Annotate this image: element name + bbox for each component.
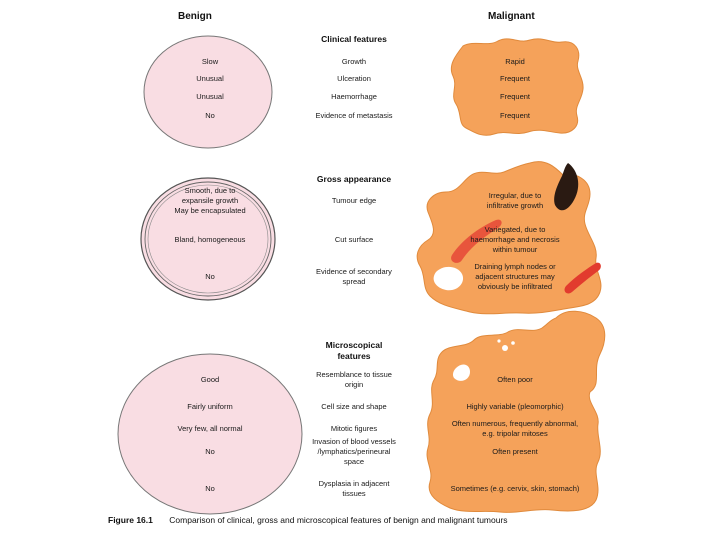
benign-cell (205, 447, 215, 456)
feature-cell-line: Haemorrhage (331, 92, 377, 101)
malignant-cell (500, 92, 531, 101)
feature-cell-line: space (343, 457, 365, 466)
malignant-cell-line: e.g. tripolar mitoses (482, 429, 548, 438)
benign-cell (205, 484, 215, 493)
malignant-clinical-blob (451, 39, 583, 135)
section-title (321, 34, 387, 44)
feature-cell-line: Tumour edge (331, 196, 377, 205)
feature-cell-line: Cell size and shape (321, 402, 387, 411)
malignant-cell-line: adjacent structures may (475, 272, 555, 281)
malignant-cell-line: Often numerous, frequently abnormal, (451, 419, 579, 428)
feature-cell-line: origin (344, 380, 364, 389)
section-title-line: features (337, 351, 371, 361)
benign-cell (175, 235, 246, 244)
feature-cell (335, 235, 373, 244)
section-title (317, 174, 391, 184)
benign-cell-line: No (205, 484, 215, 493)
benign-cell (205, 111, 215, 120)
malignant-cell (505, 57, 525, 66)
benign-cell (174, 186, 245, 215)
benign-cell-line: expansile growth (181, 196, 239, 205)
benign-cell (202, 57, 219, 66)
malignant-cell (500, 111, 531, 120)
malignant-cell-line: Irregular, due to (488, 191, 542, 200)
benign-cell-line: No (205, 447, 215, 456)
feature-cell-line: spread (342, 277, 366, 286)
malignant-cell-line: Often poor (497, 375, 533, 384)
benign-cell-line: May be encapsulated (174, 206, 246, 215)
malignant-cell-line: Frequent (499, 74, 531, 83)
malignant-cell-line: Frequent (499, 111, 531, 120)
malignant-cell-line: Rapid (505, 57, 525, 66)
feature-cell (332, 196, 376, 205)
benign-cell-line: No (205, 111, 215, 120)
malignant-cell-line: Variegated, due to (484, 225, 546, 234)
benign-cell (196, 74, 224, 83)
benign-cell (205, 272, 215, 281)
benign-cell-line: Smooth, due to (184, 186, 236, 195)
feature-cell-line: Growth (341, 57, 367, 66)
feature-cell (315, 111, 392, 120)
malignant-cell-line: Highly variable (pleomorphic) (466, 402, 564, 411)
feature-cell (321, 402, 386, 411)
malignant-cell-line: Draining lymph nodes or (474, 262, 556, 271)
malignant-cell-line: Frequent (499, 92, 531, 101)
caption-label: Figure 16.1 (108, 515, 153, 525)
caption-text: Comparison of clinical, gross and microscopical features of benign and malignant tumours (169, 515, 508, 525)
figure-caption (108, 515, 508, 525)
section-title (326, 340, 383, 361)
benign-cell (187, 402, 232, 411)
malignant-cell (466, 402, 564, 411)
feature-cell (337, 74, 371, 83)
malignant-cell (497, 375, 533, 384)
benign-cell-line: Unusual (196, 74, 224, 83)
feature-cell-line: tissues (342, 489, 366, 498)
benign-cell-line: No (205, 272, 215, 281)
feature-cell (342, 57, 366, 66)
benign-cell-line: Slow (201, 57, 219, 66)
benign-cell-line: Fairly uniform (187, 402, 233, 411)
section-title-line: Microscopical (325, 340, 383, 350)
feature-cell-line: Resemblance to tissue (316, 370, 392, 379)
malignant-cell-line: Sometimes (e.g. cervix, skin, stomach) (450, 484, 580, 493)
feature-cell (312, 437, 396, 466)
feature-cell-line: Ulceration (337, 74, 371, 83)
feature-cell-line: Dysplasia in adjacent (318, 479, 390, 488)
benign-cell-line: Unusual (196, 92, 224, 101)
benign-cell (196, 92, 224, 101)
malignant-heading: Malignant (488, 11, 535, 22)
malignant-cell-line: infiltrative growth (486, 201, 544, 210)
benign-cell-line: Very few, all normal (177, 424, 243, 433)
malignant-cell-line: haemorrhage and necrosis (470, 235, 560, 244)
feature-cell (331, 424, 378, 433)
malignant-cell (451, 484, 580, 493)
section-title-line: Clinical features (321, 34, 387, 44)
section-title-line: Gross appearance (316, 174, 392, 184)
malignant-cell (487, 191, 543, 210)
benign-cell-line: Good (200, 375, 220, 384)
benign-heading: Benign (178, 11, 212, 22)
malignant-microscopic-blob (427, 311, 605, 512)
malignant-cell-line: obviously be infiltrated (477, 282, 553, 291)
feature-cell-line: Cut surface (334, 235, 374, 244)
benign-cell (201, 375, 219, 384)
malignant-cell (474, 262, 556, 291)
benign-cell (177, 424, 242, 433)
malignant-cell (492, 447, 538, 456)
feature-cell-line: Invasion of blood vessels (312, 437, 396, 446)
feature-cell-line: Mitotic figures (330, 424, 378, 433)
malignant-cell-line: within tumour (492, 245, 538, 254)
feature-cell (316, 370, 392, 389)
feature-cell (331, 92, 377, 101)
feature-cell-line: /lymphatics/perineural (317, 447, 391, 456)
feature-cell-line: Evidence of secondary (316, 267, 392, 276)
malignant-cell (500, 74, 531, 83)
feature-cell-line: Evidence of metastasis (315, 111, 393, 120)
benign-cell-line: Bland, homogeneous (174, 235, 246, 244)
malignant-cell-line: Often present (492, 447, 538, 456)
feature-cell (319, 479, 391, 498)
feature-cell (316, 267, 392, 286)
